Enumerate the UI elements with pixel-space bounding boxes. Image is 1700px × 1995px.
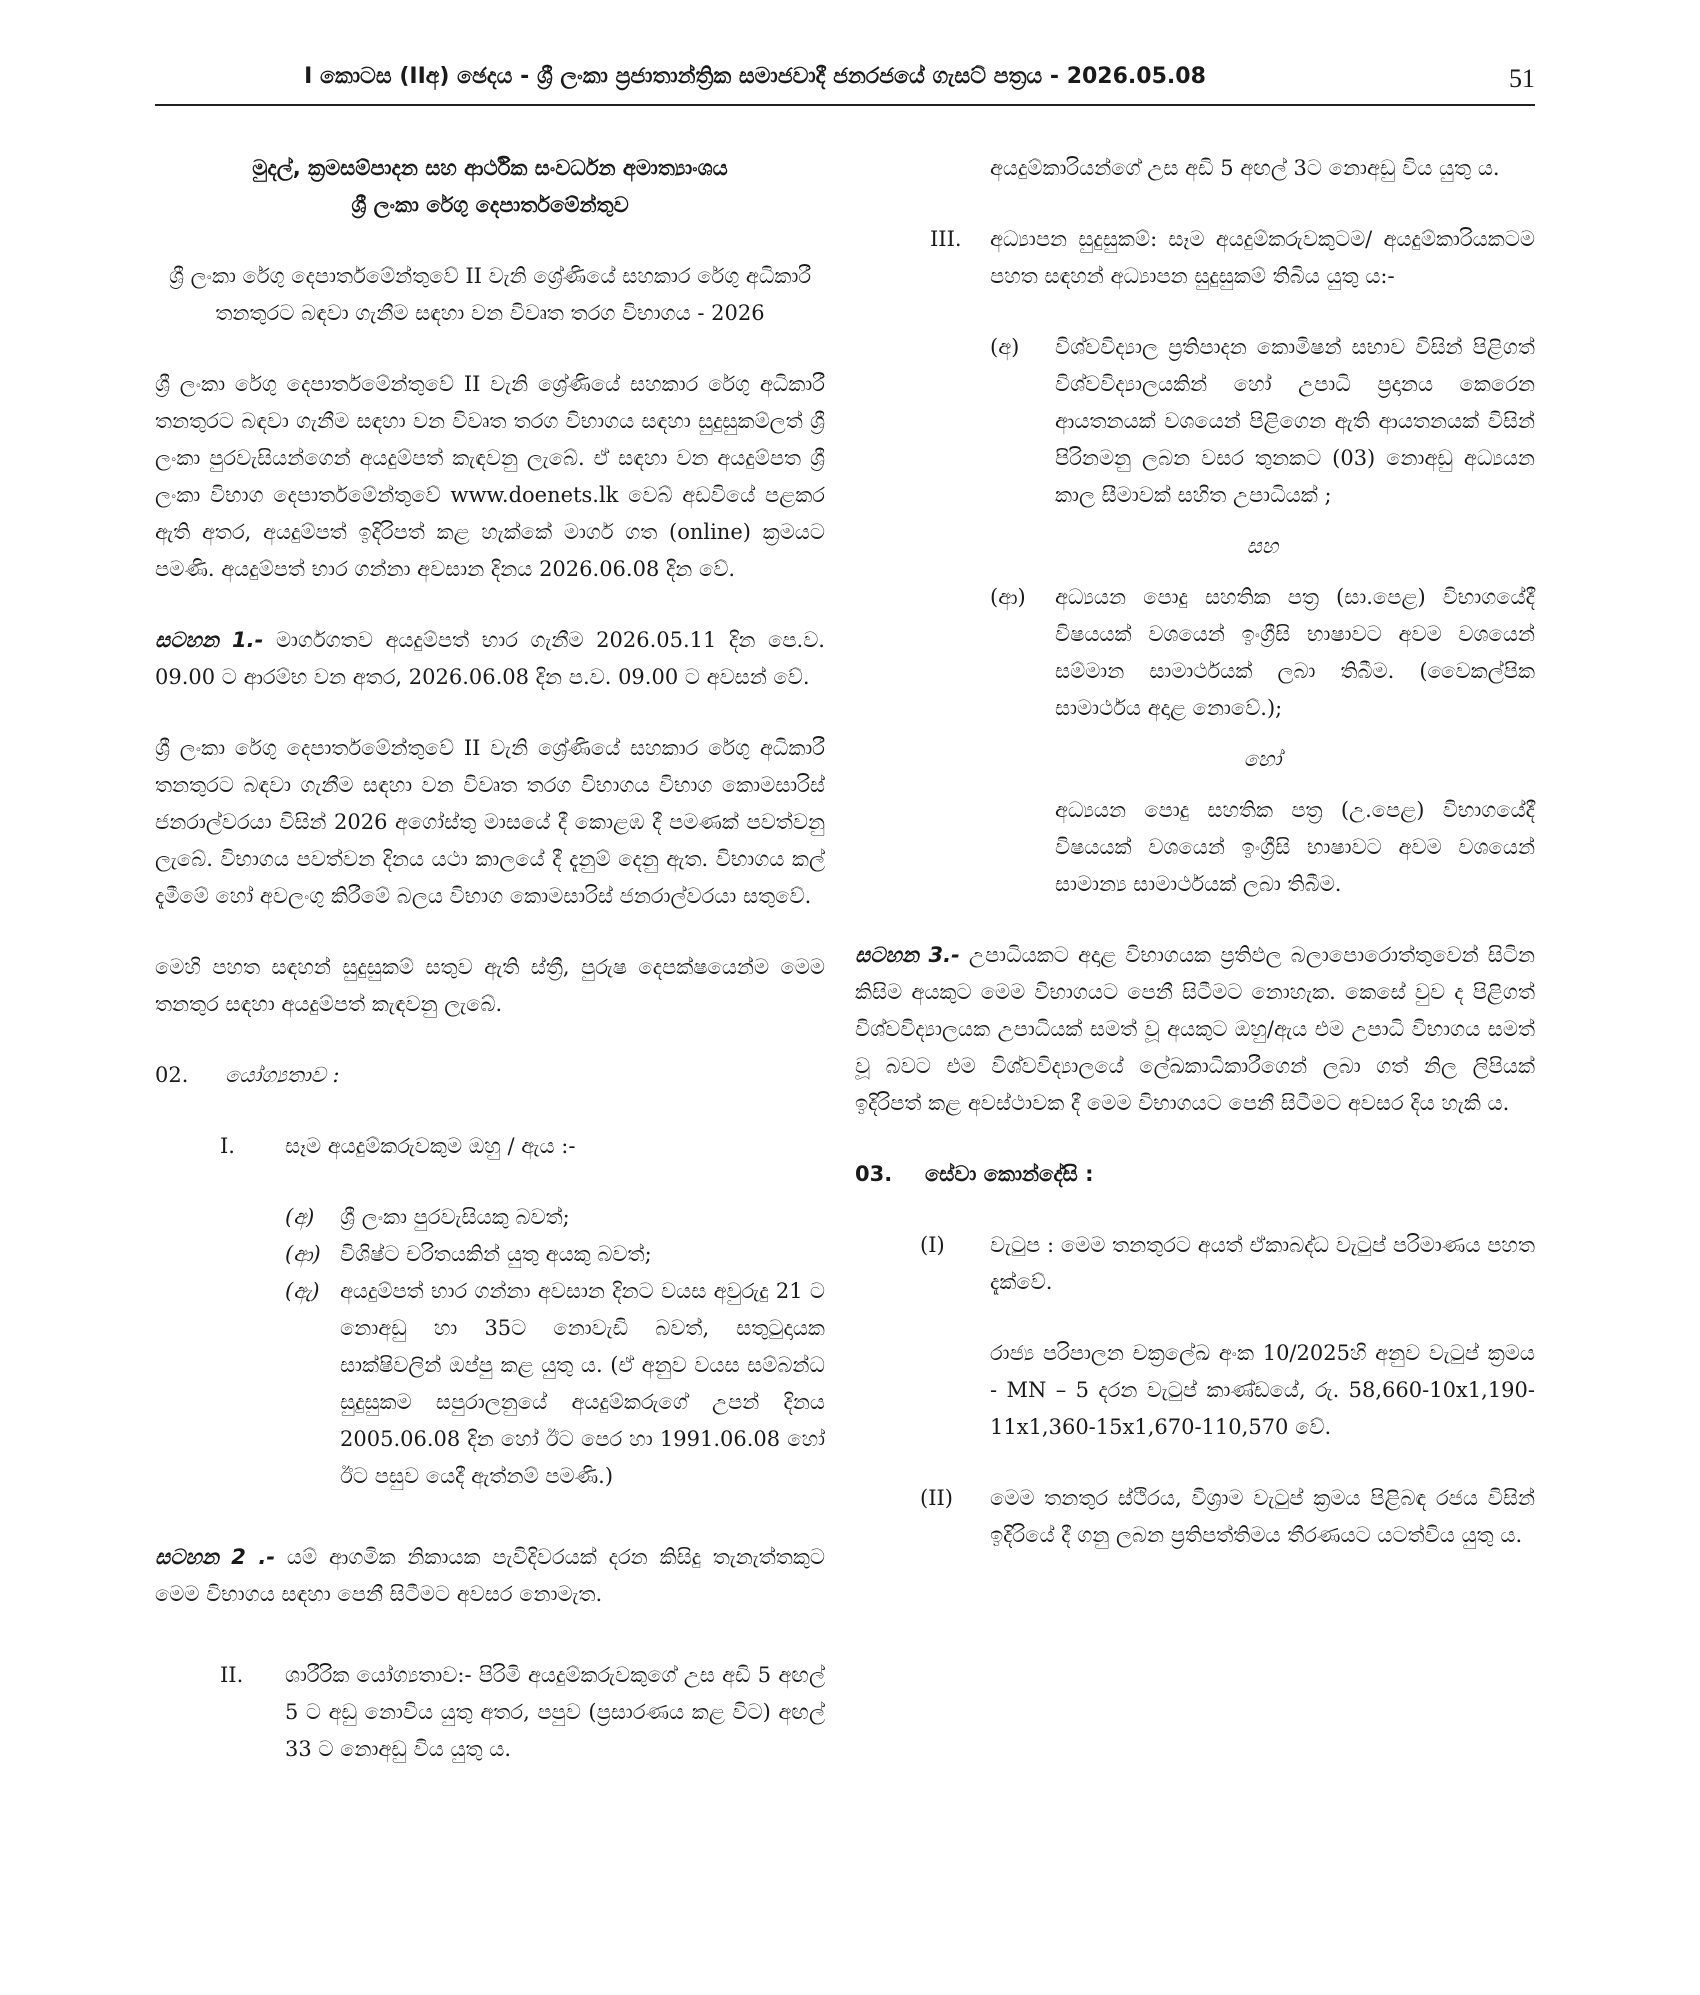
sub-items-I: [155, 1199, 825, 1495]
note-3-label: සටහන 3.-: [855, 943, 960, 967]
item-III: [855, 221, 1535, 295]
section-03-number: 03.: [855, 1162, 893, 1186]
condition-II-number: (II): [920, 1486, 953, 1510]
condition-I: [855, 1227, 1535, 1301]
item-II: [155, 1657, 825, 1768]
sub-item-ae-number: (ඇ): [285, 1279, 320, 1303]
or-connector: හෝ: [1243, 747, 1282, 771]
right-column: [855, 150, 1535, 1554]
sub-item-a-text: ශ්‍රී ලංකා පුරවැසියකු බවත්;: [340, 1205, 570, 1229]
section-02-title: යෝග්‍යතාව :: [225, 1063, 340, 1087]
note-1: [155, 622, 825, 696]
condition-I-text: වැටුප : මෙම තනතුරට අයත් ඒකාබද්ධ වැටුප් පරිමාණය පහත දැක්වේ.: [990, 1233, 1535, 1294]
note-2: [155, 1539, 825, 1613]
header-title: I කොටස (IIඅ) ඡෙදය - ශ්‍රී ලංකා ප්‍රජාතාන්ත්‍රික සමාජවාදී ජනරජයේ ගැසට් පත්‍රය - 2026.05.08: [304, 64, 1206, 89]
edu-item-a-number: (අ): [990, 335, 1020, 359]
edu-item-aa-number: (ආ): [990, 585, 1026, 609]
section-02-heading: [155, 1057, 825, 1094]
item-III-number: III.: [930, 227, 962, 251]
note-3-text: උපාධියකට අදාළ විභාගයක ප්‍රතිඵල බලාපොරොත්තුවෙන් සිටින කිසිම අයකුට මෙම විභාගයට පෙනී සිටීමට නොහැක. කෙසේ වුව ද පිළිගත් විශ්වවිද්‍යාලයක උපාධියක් සමත් වූ අයකුට ඔහු/ඇය එම උපාධි විභාගය සමත් වූ බවට එම විශ්වවිද්‍යාලයේ ලේඛකාධිකාරීගෙන් ලබා ගත් නිල ලිපියක් ඉදිරිපත් කළ අවස්ථාවක දී මෙම විභාගයට පෙනී සිටීමට අවසර දිය හැකි ය.: [855, 943, 1535, 1115]
intro-paragraph: ශ්‍රී ලංකා රේගු දෙපාර්තමේන්තුවේ II වැනි ශ්‍රේණියේ සහකාර රේගු අධිකාරී තනතුරට බඳවා ගැනීම සඳහා වන විවෘත තරග විභාගය සඳහා සුදුසුකම්ලත් ශ්‍රී ලංකා පුරවැසියන්ගෙන් අයදුම්පත් කැඳවනු ලැබේ. ඒ සඳහා වන අයදුම්පත ශ්‍රී ලංකා විභාග දෙපාර්තමේන්තුවේ www.doenets.lk වෙබ් අඩවියේ පළකර ඇති අතර, අයදුම්පත් ඉදිරිපත් කළ හැක්කේ මාර්ග ගත (online) ක්‍රමයට පමණි. අයදුම්පත් භාර ගන්නා අවසාන දිනය 2026.06.08 දින වේ.: [155, 372, 825, 581]
note-1-label: සටහන 1.-: [155, 628, 264, 652]
and-connector: සහ: [1246, 534, 1279, 558]
condition-II-text: මෙම තනතුර ස්ථිරය, විශ්‍රාම වැටුප් ක්‍රමය පිළිබඳ රජය විසින් ඉදිරියේ දී ගනු ලබන ප්‍රතිපත්තිමය තීරණයට යටත්විය යුතු ය.: [990, 1486, 1535, 1547]
sub-item-aa-text: විශිෂ්ට චරිතයකින් යුතු අයකු බවත්;: [340, 1242, 652, 1266]
page-header: [155, 64, 1535, 108]
section-03-heading: [855, 1156, 1535, 1193]
sub-item-ae-text: අයදුම්පත් භාර ගන්නා අවසාන දිනට වයස අවුරුදු 21 ට නොඅඩු හා 35ට නොවැඩි බවත්, සතුටුදායක සාක්ෂිවලින් ඔප්පු කළ යුතු ය. (ඒ අනුව වයස සම්බන්ධ සුදුසුකම සපුරාලනුයේ අයදුම්කරුගේ උපන් දිනය 2005.06.08 දින හෝ ඊට පෙර හා 1991.06.08 හෝ ඊට පසුව යෙදී ඇත්නම් පමණි.): [340, 1279, 825, 1488]
ministry-name: මුදල්, ක්‍රමසම්පාදන සහ ආර්ථික සංවර්ධන අමාත්‍යාංශය: [252, 156, 728, 180]
salary-scale: රාජ්‍ය පරිපාලන චක්‍රලේඛ අංක 10/2025හි අනුව වැටුප් ක්‍රමය - MN – 5 දරන වැටුප් කාණ්ඩයේ, රු. 58,660-10x1,190-11x1,360-15x1,670-110,570 වේ.: [990, 1341, 1535, 1439]
department-name: ශ්‍රී ලංකා රේගු දෙපාර්තමේන්තුව: [351, 193, 629, 217]
condition-I-number: (I): [920, 1233, 945, 1257]
page-number: 51: [1509, 64, 1535, 93]
notice-title: ශ්‍රී ලංකා රේගු දෙපාර්තමේන්තුවේ II වැනි ශ්‍රේණියේ සහකාර රේගු අධිකාරී තනතුරට බඳවා ගැනීම සඳහා වන විවෘත තරග විභාගය - 2026: [168, 264, 812, 325]
note-2-label: සටහන 2 .-: [155, 1545, 276, 1569]
header-divider: [155, 104, 1535, 106]
item-III-text: අධ්‍යාපන සුදුසුකම්: සෑම අයදුම්කරුවකුටම/ අයදුම්කාරියකටම පහත සඳහන් අධ්‍යාපන සුදුසුකම් තිබිය යුතු ය:-: [990, 227, 1535, 288]
item-I: [155, 1128, 825, 1165]
item-II-text: ශාරීරික යෝග්‍යතාව:- පිරිමි අයදුම්කරුවකුගේ උස අඩි 5 අඟල් 5 ට අඩු නොවිය යුතු අතර, පපුව (ප්‍රසාරණය කළ විට) අඟල් 33 ට නොඅඩු විය යුතු ය.: [285, 1663, 825, 1761]
edu-item-aa: [855, 579, 1535, 727]
item-II-continuation: අයදුම්කාරියන්ගේ උස අඩි 5 අඟල් 3ට නොඅඩු විය යුතු ය.: [990, 156, 1500, 180]
section-03-title: සේවා කොන්දේසි :: [925, 1162, 1094, 1186]
sub-item-a: [285, 1199, 825, 1236]
item-I-text: සෑම අයදුම්කරුවකුම ඔහු / ඇය :-: [285, 1134, 576, 1158]
condition-II: [855, 1480, 1535, 1554]
sub-item-a-number: (අ): [285, 1205, 315, 1229]
note-2-text: යම් ආගමික නිකායක පැවිදිවරයක් දරන කිසිදු තැනැත්තකුට මෙම විභාගය සඳහා පෙනී සිටීමට අවසර නොමැත.: [155, 1545, 825, 1606]
note-3: [855, 937, 1535, 1122]
edu-item-a-text: විශ්වවිද්‍යාල ප්‍රතිපාදන කොමිෂන් සභාව විසින් පිළිගත් විශ්වවිද්‍යාලයකින් හෝ උපාධි ප්‍රදානය කෙරෙන ආයතනයක් වශයෙන් පිළිගෙන ඇති ආයතනයක් විසින් පිරිනමනු ලබන වසර තුනකට (03) නොඅඩු අධ්‍යයන කාල සීමාවක් සහිත උපාධියක් ;: [1055, 335, 1535, 507]
edu-item-al-text: අධ්‍යයන පොදු සහතික පත්‍ර (උ.පෙළ) විභාගයේදී විෂයයක් වශයෙන් ඉංග්‍රීසි භාෂාවට අවම වශයෙන් සාමාන්‍ය සාමාර්ථයක් ලබා තිබීම.: [1055, 798, 1535, 896]
item-II-number: II.: [220, 1663, 244, 1687]
eligibility-paragraph: මෙහි පහත සඳහන් සුදුසුකම් සතුව ඇති ස්ත්‍රී, පුරුෂ දෙපක්ෂයෙන්ම මෙම තනතුර සඳහා අයදුම්පත් කැඳවනු ලැබේ.: [155, 955, 825, 1016]
sub-item-ae: [285, 1273, 825, 1495]
edu-item-aa-text: අධ්‍යයන පොදු සහතික පත්‍ර (සා.පෙළ) විභාගයේදී විෂයයක් වශයෙන් ඉංග්‍රීසි භාෂාවට අවම වශයෙන් සම්මාන සාමාර්ථයක් ලබා තිබීම. (වෛකල්පික සාමාර්ථය අදාළ නොවේ.);: [1055, 585, 1535, 720]
left-column: [155, 150, 825, 1768]
sub-item-aa-number: (ආ): [285, 1242, 321, 1266]
item-I-number: I.: [220, 1134, 235, 1158]
edu-item-a: [855, 329, 1535, 514]
sub-item-aa: [285, 1236, 825, 1273]
section-02-number: 02.: [155, 1063, 189, 1087]
note-1-text: මාර්ගගතව අයදුම්පත් භාර ගැනීම 2026.05.11 දින පෙ.ව. 09.00 ට ආරම්භ වන අතර, 2026.06.08 දින ප.ව. 09.00 ට අවසන් වේ.: [155, 628, 825, 689]
exam-paragraph: ශ්‍රී ලංකා රේගු දෙපාර්තමේන්තුවේ II වැනි ශ්‍රේණියේ සහකාර රේගු අධිකාරී තනතුරට බඳවා ගැනීම සඳහා වන විවෘත තරග විභාගය විභාග කොමසාරිස් ජනරාල්වරයා විසින් 2026 අගෝස්තු මාසයේ දී කොළඹ දී පමණක් පවත්වනු ලැබේ. විභාගය පවත්වන දිනය යථා කාලයේ දී දැනුම් දෙනු ඇත. විභාගය කල් දැමීමේ හෝ අවලංගු කිරීමේ බලය විභාග කොමසාරිස් ජනරාල්වරයා සතුවේ.: [155, 736, 825, 908]
